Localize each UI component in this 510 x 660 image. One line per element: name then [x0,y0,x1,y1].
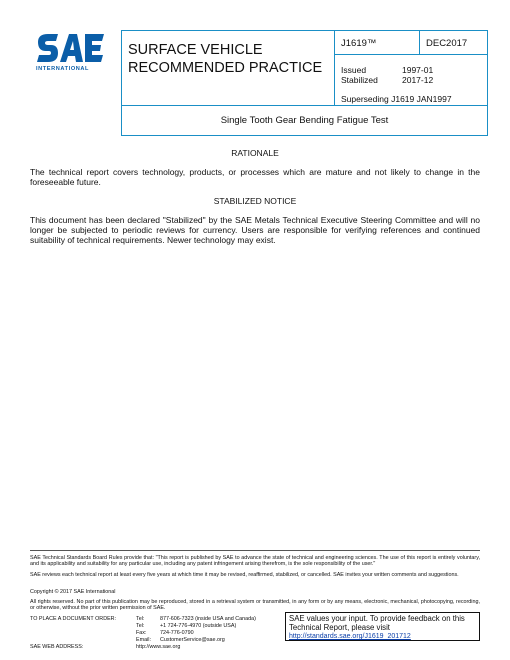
order-label: TO PLACE A DOCUMENT ORDER: [30,616,117,622]
document-date: DEC2017 [420,31,487,55]
review-text: SAE reviews each technical report at least every five years at which time it may be revised, reaffirmed, stabilized, or cancelled. SAE invites your written comments and suggestions. [30,572,459,578]
issued-label: Issued [341,65,367,75]
tel-outside: +1 724-776-4970 (outside USA) [160,623,237,629]
superseding-info: Superseding J1619 JAN1997 [335,89,487,106]
feedback-box [285,612,480,641]
footer-divider [30,550,480,551]
fax-label: Fax: [136,630,147,636]
issue-info [335,55,487,89]
copyright-text: Copyright © 2017 SAE International [30,589,116,595]
stabilized-label: Stabilized [341,75,378,85]
rationale-heading: RATIONALE [231,148,279,158]
issued-value: 1997-01 [402,65,434,75]
logo-text: INTERNATIONAL [36,66,90,72]
web-label: SAE WEB ADDRESS: [30,644,84,650]
document-number: J1619™ [335,31,420,55]
feedback-link[interactable]: http://standards.sae.org/J1619_201712 [289,633,411,640]
web-address[interactable]: http://www.sae.org [136,644,181,650]
tel-label: Tel: [136,616,145,622]
rules-text: SAE Technical Standards Board Rules provide that: "This report is published by SAE to advance the state of technical and engineering sciences. The use of this report is entirely voluntary, and its applicability and suitability for any particular use, including any patent infringement arising therefrom, is the sole responsibility of the user." [30,555,480,568]
rights-text: All rights reserved. No part of this publication may be reproduced, stored in a retrieval system or transmitted, in any form or by any means, electronic, mechanical, photocopying, recording, or otherwise, without the prior written permission of SAE. [30,599,480,612]
tel-inside: 877-606-7323 (inside USA and Canada) [160,616,256,622]
title-line-2: RECOMMENDED PRACTICE [128,60,323,76]
stabilized-heading: STABILIZED NOTICE [213,196,297,206]
email-address: CustomerService@sae.org [160,637,225,643]
tel-label-2: Tel: [136,623,145,629]
rationale-text: The technical report covers technology, products, or processes which are mature and not likely to change in the foreseeable future. [30,167,480,187]
fax-number: 724-776-0790 [160,630,194,636]
stabilized-text: This document has been declared "Stabilized" by the SAE Metals Technical Executive Steering Committee and will no longer be subjected to periodic reviews for currency. Users are responsible for verifying references and continued suitability of technical requirements. Newer technology may exist. [30,215,480,245]
feedback-text: SAE values your input. To provide feedback on this Technical Report, please visit [289,614,465,632]
document-type [122,31,335,106]
email-label: Email: [136,637,151,643]
stabilized-value: 2017-12 [402,75,434,85]
title-line-1: SURFACE VEHICLE [128,42,263,58]
document-subtitle: Single Tooth Gear Bending Fatigue Test [220,115,389,126]
order-info [30,616,258,651]
header-box [121,30,488,136]
